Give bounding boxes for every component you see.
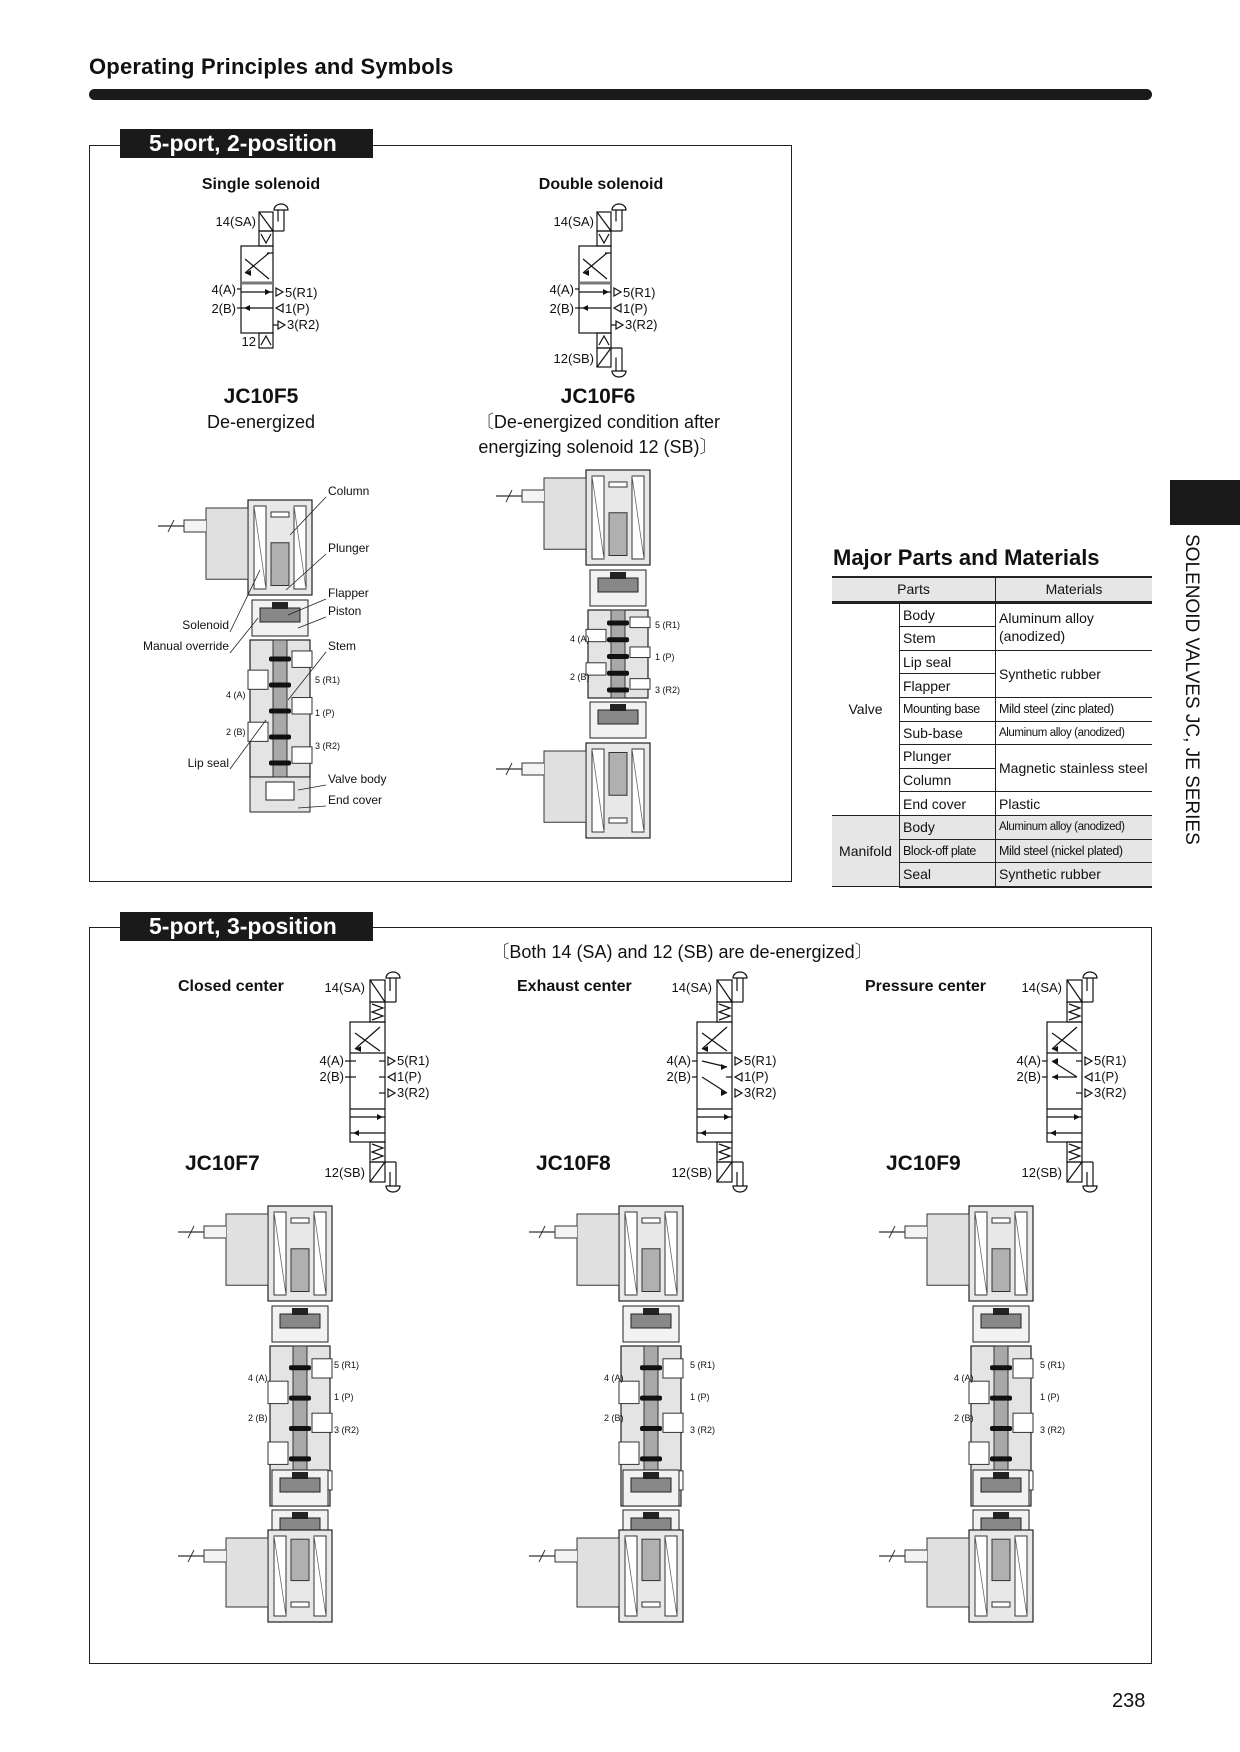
port-label: 2(B) (549, 301, 574, 316)
part-cell: Flapper (900, 674, 996, 698)
model-jc10f6: JC10F6 (560, 385, 636, 408)
single-solenoid-heading: Single solenoid (201, 176, 321, 193)
model-jc10f7: JC10F7 (185, 1152, 260, 1175)
section-5port-2position (89, 145, 792, 882)
material-cell: Synthetic rubber (996, 863, 1153, 887)
callout-flapper: Flapper (328, 586, 369, 600)
part-cell: Stem (900, 627, 996, 651)
group-valve: Valve (832, 602, 900, 815)
section-port-label: 3 (R2) (690, 1425, 716, 1435)
callout-solenoid: Solenoid (182, 618, 229, 632)
model-jc10f5: JC10F5 (223, 385, 299, 408)
section-port-2: 2 (B) (570, 672, 590, 682)
material-cell: Magnetic stainless steel (996, 745, 1153, 792)
model-jc10f9: JC10F9 (886, 1152, 961, 1175)
port-label: 1(P) (285, 301, 310, 316)
port-label: 1(P) (744, 1069, 769, 1084)
callout-lip-seal: Lip seal (187, 756, 229, 770)
solenoid-14-label: 14(SA) (1021, 980, 1062, 995)
material-cell: Mild steel (zinc plated) (996, 697, 1153, 721)
port-label: 4(A) (211, 282, 236, 297)
port-label: 5(R1) (744, 1053, 777, 1068)
port-label: 3(R2) (1094, 1085, 1127, 1100)
port-label: 2(B) (666, 1069, 691, 1084)
section-port-4: 4 (A) (570, 634, 590, 644)
port-label: 3(R2) (744, 1085, 777, 1100)
jc10f6-caption-line1: 〔De-energized condition after (475, 412, 721, 432)
section-port-label: 3 (R2) (334, 1425, 360, 1435)
section-port-label: 2 (B) (248, 1413, 268, 1423)
material-cell: Aluminum alloy (anodized) (996, 815, 1153, 839)
port-label: 4(A) (1016, 1053, 1041, 1068)
solenoid-12-label: 12(SB) (671, 1165, 712, 1180)
port-label: 4(A) (549, 282, 574, 297)
callout-end-cover: End cover (328, 793, 383, 807)
port-label: 5(R1) (285, 285, 318, 300)
material-cell: Aluminum alloy (anodized) (996, 602, 1153, 650)
callout-piston: Piston (328, 604, 362, 618)
section-port-label: 1 (P) (334, 1392, 354, 1402)
port-label: 5(R1) (623, 285, 656, 300)
section-port-label: 4 (A) (954, 1373, 974, 1383)
part-cell: Body (900, 815, 996, 839)
section-port-label: 5 (R1) (1040, 1360, 1066, 1370)
section2-note: 〔Both 14 (SA) and 12 (SB) are de-energized〕 (491, 942, 873, 962)
section-port-label: 5 (R1) (690, 1360, 716, 1370)
port-label: 3(R2) (397, 1085, 430, 1100)
spring-12-label: 12 (241, 334, 256, 349)
double-solenoid-heading: Double solenoid (538, 176, 664, 193)
part-cell: Block-off plate (900, 839, 996, 863)
part-cell: End cover (900, 792, 996, 816)
section-port-1: 1 (P) (315, 708, 335, 718)
section-port-4: 4 (A) (226, 690, 246, 700)
solenoid-12-label: 12(SB) (1021, 1165, 1062, 1180)
port-label: 2(B) (1016, 1069, 1041, 1084)
solenoid-12-label: 12(SB) (553, 351, 594, 366)
port-label: 2(B) (319, 1069, 344, 1084)
solenoid-14-label: 14(SA) (324, 980, 365, 995)
section-port-label: 4 (A) (604, 1373, 624, 1383)
parts-table-heading: Major Parts and Materials (833, 545, 1100, 570)
part-cell: Seal (900, 863, 996, 887)
parts-materials-table (832, 576, 1152, 888)
port-label: 1(P) (623, 301, 648, 316)
part-cell: Column (900, 768, 996, 792)
section-port-label: 1 (P) (1040, 1392, 1060, 1402)
solenoid-12-label: 12(SB) (324, 1165, 365, 1180)
section-port-3: 3 (R2) (655, 685, 681, 695)
model-jc10f8: JC10F8 (536, 1152, 611, 1175)
group-manifold: Manifold (832, 815, 900, 886)
callout-plunger: Plunger (328, 541, 370, 555)
closed-center-heading: Closed center (178, 978, 284, 995)
port-label: 4(A) (319, 1053, 344, 1068)
section-5port-3position (89, 927, 1152, 1664)
solenoid-14-label: 14(SA) (671, 980, 712, 995)
section-port-label: 5 (R1) (334, 1360, 360, 1370)
port-label: 5(R1) (397, 1053, 430, 1068)
callout-column: Column (328, 484, 370, 498)
section-port-3: 3 (R2) (315, 741, 341, 751)
side-series-label (1180, 534, 1202, 845)
title-rule (89, 89, 1152, 100)
material-cell: Mild steel (nickel plated) (996, 839, 1153, 863)
callout-stem: Stem (328, 639, 357, 653)
part-cell: Plunger (900, 745, 996, 769)
column-header: Parts (832, 577, 996, 602)
section-port-5: 5 (R1) (655, 620, 681, 630)
section-port-label: 4 (A) (248, 1373, 268, 1383)
column-header: Materials (996, 577, 1153, 602)
table-row (832, 815, 1152, 839)
port-label: 1(P) (397, 1069, 422, 1084)
side-series-text: SOLENOID VALVES JC, JE SERIES (1181, 534, 1202, 845)
page-number: 238 (1112, 1690, 1146, 1712)
part-cell: Mounting base (900, 697, 996, 721)
section-port-5: 5 (R1) (315, 675, 341, 685)
page-title: Operating Principles and Symbols (89, 54, 454, 79)
section-title: 5-port, 3-position (120, 912, 373, 941)
section-port-label: 1 (P) (690, 1392, 710, 1402)
solenoid-14-label: 14(SA) (215, 214, 256, 229)
table-row (832, 602, 1152, 627)
section-port-1: 1 (P) (655, 652, 675, 662)
jc10f6-caption-line2: energizing solenoid 12 (SB)〕 (478, 437, 718, 457)
port-label: 4(A) (666, 1053, 691, 1068)
section-port-2: 2 (B) (226, 727, 246, 737)
pressure-center-heading: Pressure center (865, 978, 986, 995)
exhaust-center-heading: Exhaust center (517, 978, 632, 995)
jc10f5-caption: De-energized (206, 412, 316, 432)
port-label: 3(R2) (625, 317, 658, 332)
side-index-tab (1170, 480, 1240, 525)
callout-manual-override: Manual override (142, 639, 229, 653)
part-cell: Lip seal (900, 650, 996, 674)
material-cell: Synthetic rubber (996, 650, 1153, 697)
port-label: 1(P) (1094, 1069, 1119, 1084)
part-cell: Sub-base (900, 721, 996, 745)
solenoid-14-label: 14(SA) (553, 214, 594, 229)
material-cell: Aluminum alloy (anodized) (996, 721, 1153, 745)
section-port-label: 2 (B) (954, 1413, 974, 1423)
section-title: 5-port, 2-position (120, 129, 373, 158)
port-label: 5(R1) (1094, 1053, 1127, 1068)
callout-valve-body: Valve body (328, 772, 387, 786)
port-label: 3(R2) (287, 317, 320, 332)
section-port-label: 2 (B) (604, 1413, 624, 1423)
section-port-label: 3 (R2) (1040, 1425, 1066, 1435)
port-label: 2(B) (211, 301, 236, 316)
material-cell: Plastic (996, 792, 1153, 816)
part-cell: Body (900, 602, 996, 627)
